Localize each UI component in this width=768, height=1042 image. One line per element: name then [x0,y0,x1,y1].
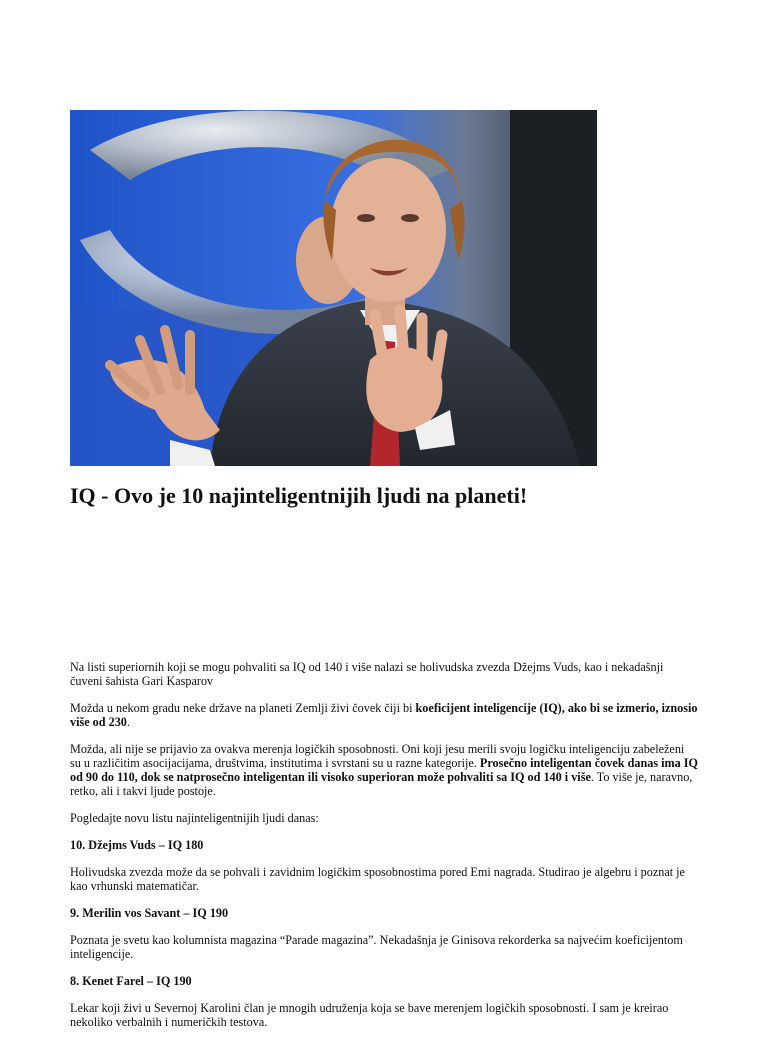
paragraph-intro: Na listi superiornih koji se mogu pohvaliti sa IQ od 140 i više nalazi se holivudska zvezda Džejms Vuds, kao i nekadašnji čuveni šahista Gari Kasparov [70,660,664,688]
paragraph-2 [70,701,698,729]
paragraph-3-end: . To više je, naravno, retko, ali i takvi ljude postoje. [70,770,693,798]
article-photo [70,110,597,466]
item-description-9: Poznata je svetu kao kolumnista magazina “Parade magazina”. Nekadašnja je Ginisova rekorderka sa najvećim koeficijentom inteligencije. [70,933,683,961]
item-description-10: Holivudska zvezda može da se pohvali i zavidnim logičkim sposobnostima pored Emi nagrada. Studirao je algebru i poznat je kao vrhunski matematičar. [70,865,685,893]
item-heading-9: 9. Merilin vos Savant – IQ 190 [70,906,229,920]
paragraph-2-end: . [126,715,130,729]
item-description-8: Lekar koji živi u Severnoj Karolini član je mnogih udruženja koja se bave merenjem logičkih sposobnosti. I sam je kreirao nekoliko verbalnih i numeričkih testova. [70,1001,669,1029]
paragraph-3 [70,742,698,798]
paragraph-2-text: Možda u nekom gradu neke države na planeti Zemlji živi čovek čiji bi [70,701,416,715]
paragraph-3-text: Možda, ali nije se prijavio za ovakva merenja logičkih sposobnosti. Oni koji jesu merili svoju logičku inteligenciju zabeleženi su u različitim asocijacijama, društvima, institutima i svrstani su u razne kategorije. [70,742,685,770]
article-body [70,660,698,1042]
paragraph-list-intro: Pogledajte novu listu najinteligentnijih ljudi danas: [70,811,319,825]
article-title: IQ - Ovo je 10 najinteligentnijih ljudi na planeti! [70,483,528,508]
item-heading-8: 8. Kenet Farel – IQ 190 [70,974,192,988]
paragraph-3-bold: Prosečno inteligentan čovek danas ima IQ od 90 do 110, dok se natprosečno inteligentan ili visoko superioran može pohvaliti sa IQ od 140 i više [70,756,699,784]
paragraph-2-bold: koeficijent inteligencije (IQ), ako bi se izmerio, iznosio više od 230 [70,701,698,729]
item-heading-10: 10. Džejms Vuds – IQ 180 [70,838,204,852]
